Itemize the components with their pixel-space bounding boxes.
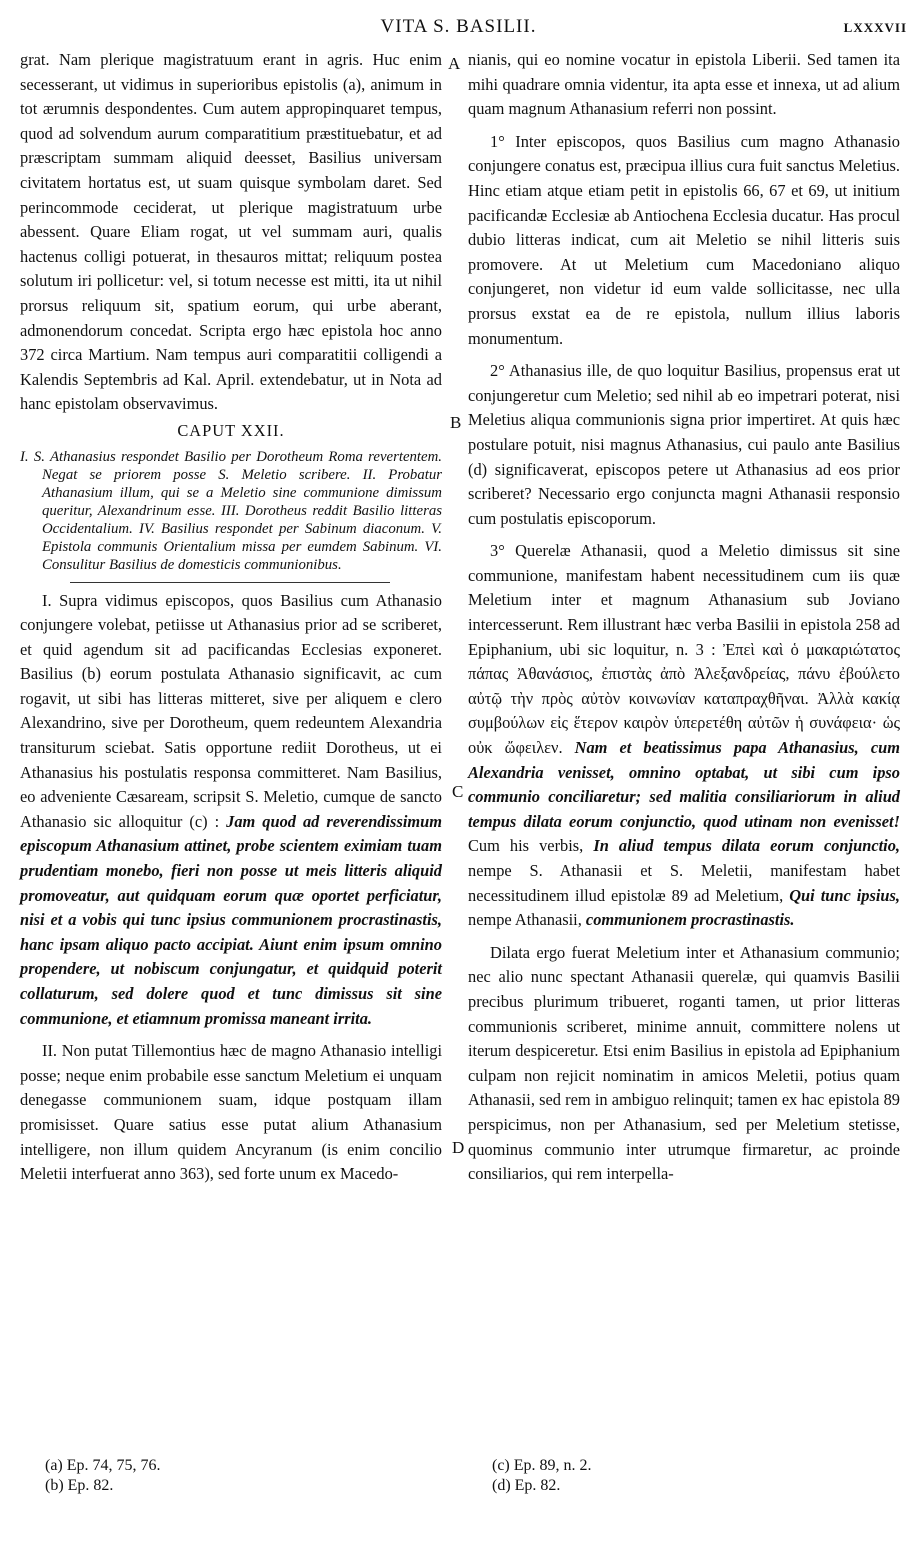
- italic-span: Qui tunc ipsius,: [789, 885, 900, 905]
- section-1-text: I. Supra vidimus episcopos, quos Basilius cum Athanasio conjungere volebat, petiisse ut Athanasius prior ad se scriberet, et quid agendum sit ad pacificandas Ecclesias exponeret. Basilius (b) eorum postulata Athanasio significavit, ac cum rogavit, ut sibi has litteras mitteret, sive per aliquem e clero Alexandrino, sive per Dorotheum, quem redeuntem Alexandria transiturum sciebat. Satis opportune rediit Dorotheus, ut ei Athanasius his postulatis responsa committeret. Nam Basilius, eo adveniente Cæsaream, scripsit S. Meletio, cumque de sancto Athanasio sic alloquitur (c) :: [20, 590, 442, 831]
- section-1-quote: Jam quod ad reverendissimum episcopum Athanasium attinet, probe scientem eximiam tuam prudentiam monebo, fieri non posse ut meis litteris aliquid promoveatur, aut quidquam eorum quæ oportet perficiatur, nisi et a vobis qui tunc ipsius communionem procrastinastis, hanc ipsam aliquo pacto accipiat. Aiunt enim ipsum omnino propendere, ut nobiscum conjungatur, et quidquid poterit collaturum, sed dolere quod et tunc dimissus sit sine communione, et etiamnum promissa maneant irrita.: [20, 811, 442, 1028]
- divider: [70, 582, 390, 583]
- latin-translation: Nam et beatissimus papa Athanasius, cum Alexandria venisset, omnino optabat, ut sibi cum ipso communio conciliaretur; sed malitia consiliariorum in aliud tempus dilata eorum conjunctio, quod utinam non evenisset!: [468, 738, 900, 831]
- page-header: [0, 14, 917, 44]
- footnote-d: (d) Ep. 82.: [492, 1477, 561, 1494]
- footnotes-left: [45, 1456, 161, 1496]
- left-column: [20, 48, 442, 1187]
- greek-quote: Ἐπεὶ καὶ ὁ μακαριώτατος πάπας Ἀθανάσιος, ἐπιστὰς ἀπὸ Ἀλεξανδρείας, πάνυ ἐβούλετο αὐτῷ τὴν πρὸς αὐτὸν κοινωνίαν καταπραχθῆναι. Ἀλλὰ κακίᾳ συμβούλων εἰς ἕτερον καιρὸν ὑπερετέθη αὐτῶν ἡ συνάφεια· ὡς οὐκ ὤφειλεν.: [468, 639, 900, 758]
- margin-letter-a: A: [448, 54, 461, 73]
- italic-span: In aliud tempus dilata eorum conjunctio,: [593, 836, 901, 856]
- text-span: nempe Athanasii,: [468, 910, 582, 930]
- paragraph: grat. Nam plerique magistratuum erant in agris. Huc enim secesserant, ut vidimus in superioribus epistolis (a), animum in tot ærumnis despondentes. Cum autem appropinquaret tempus, quod ad solvendum aurum comparatitium præstituebatur, et ad præscriptam summam aliquid deesset, Basilius universam civitatem hortatus est, ut suam quisque symbolam daret. Sed perincommode ceciderat, ut plerique magistratuum urbe abessent. Quare Eliam rogat, ut vel summam auri, qualis hactenus colligi potuerat, in thesauros mittat; reliquum postea solutum iri pollicetur: vel, si totum necesse est mitti, ita ut nihil prorsus reliquum sit, spatium eorum, qui urbe aberant, admonendorum concedat. Scripta ergo hæc epistola hoc anno 372 circa Martium. Nam tempus auri comparatitii colligendi a Kalendis Septembris ad Kal. April. extendebatur, ut in Nota ad hanc epistolam observavimus.: [20, 50, 442, 414]
- margin-letter-c: C: [452, 782, 464, 801]
- chapter-heading: CAPUT XXII.: [177, 420, 285, 440]
- running-title: VITA S. BASILII.: [380, 16, 537, 37]
- point-1: 1° Inter episcopos, quos Basilius cum magno Athanasio conjungere conatus est, præcipua illius cura fuit sanctus Meletius. Hinc etiam atque etiam petit in epistolis 66, 67 et 69, ut initium pacificandæ Ecclesiæ ab Antiochena Ecclesia ducatur. Has procul dubio litteras indicat, cum ait Meletio se nihil litteris suis promovere. At ut Meletium cum Macedoniano aliquo conjungeret, non videtur id eum valde sollicitasse, nec ulla prorsus exstat ea de re epistola, nullum illius laboris monumentum.: [468, 131, 900, 348]
- section-1: [20, 589, 442, 1032]
- chapter-summary: I. S. Athanasius respondet Basilio per Dorotheum Roma revertentem. Negat se priorem posse S. Meletio scribere. II. Probatur Athanasium illum, qui se a Meletio sine communione dimissum queritur, Alexandrinum esse. III. Dorotheus reddit Basilio litteras Occidentalium. IV. Basilius respondet per Sabinum diaconum. V. Epistola communis Orientalium missa per eumdem Sabinum. VI. Consulitur Basilius de domesticis communionibus.: [20, 448, 442, 573]
- margin-letter-d: D: [452, 1138, 465, 1157]
- footnote-c: (c) Ep. 89, n. 2.: [492, 1457, 592, 1474]
- italic-span: communionem procrastinastis.: [585, 910, 795, 930]
- point-3: [468, 539, 900, 933]
- point-3-text: 3° Querelæ Athanasii, quod a Meletio dimissus sit sine communione, manifestam habent necessitudinem cum iis quæ Meletium inter et magnum Athanasium sub Joviano intercesserunt. Rem illustrant hæc verba Basilii in epistola 258 ad Epiphanium, ubi sic loquitur, n. 3 :: [468, 541, 900, 659]
- section-2: II. Non putat Tillemontius hæc de magno Athanasio intelligi posse; neque enim probabile esse sanctum Meletium ei unquam denegasse communionem suam, idque postquam illam promisisset. Quare satius esse putat alium Athanasium intelligere, non illum quidem Ancyranum (is enim concilio Meletii interfuerat anno 363), sed forte unum ex Macedo-: [20, 1041, 442, 1184]
- point-2: 2° Athanasius ille, de quo loquitur Basilius, propensus erat ut conjungeretur cum Meletio; sed nihil ab eo impetrari poterat, nisi Meletius aliqua communionis signa prior impertiret. At quis hæc postulare potuit, nisi magnus Athanasius, cui paulo ante Basilius (d) significaverat, episcopos petere ut Athanasius ad eos prior scriberet? Necessario ergo conjuncta magni Athanasii responsio cum postulatis episcoporum.: [468, 361, 900, 528]
- margin-letter-b: B: [450, 413, 462, 432]
- right-column: [468, 48, 900, 1187]
- footnote-b: (b) Ep. 82.: [45, 1477, 114, 1494]
- footnotes-right: [492, 1456, 592, 1496]
- text-span: nempe S. Athanasii et S. Meletii, manifestam habet necessitudinem illud epistolæ 89 ad Meletium,: [468, 861, 900, 905]
- paragraph: nianis, qui eo nomine vocatur in epistola Liberii. Sed tamen ita mihi quadrare omnia videntur, ita apta esse et innexa, ut ad alium quam magnum Athanasium referri non possint.: [468, 50, 900, 119]
- footnote-a: (a) Ep. 74, 75, 76.: [45, 1457, 161, 1474]
- text-span: Cum his verbis,: [468, 836, 584, 856]
- paragraph: Dilata ergo fuerat Meletium inter et Athanasium communio; nec alio nunc spectant Athanasii querelæ, qui quamvis Basilii precibus plurimum tribueret, roganti tamen, ut prior litteras communionis scriberet, minime annuit, committere nolens ut iterum despiceretur. Etsi enim Basilius in epistola ad Epiphanium culpam non rejicit nominatim in amicos Meletii, potius quam Athanasii, sed rem in ambiguo relinquit; tamen ex hac epistola 89 perspicimus, non per Athanasium, sed per Meletium stetisse, quominus communio inter utrumque firmaretur, ac proinde consiliarios, qui rem interpella-: [468, 942, 900, 1184]
- page-number: LXXXVII: [843, 20, 907, 35]
